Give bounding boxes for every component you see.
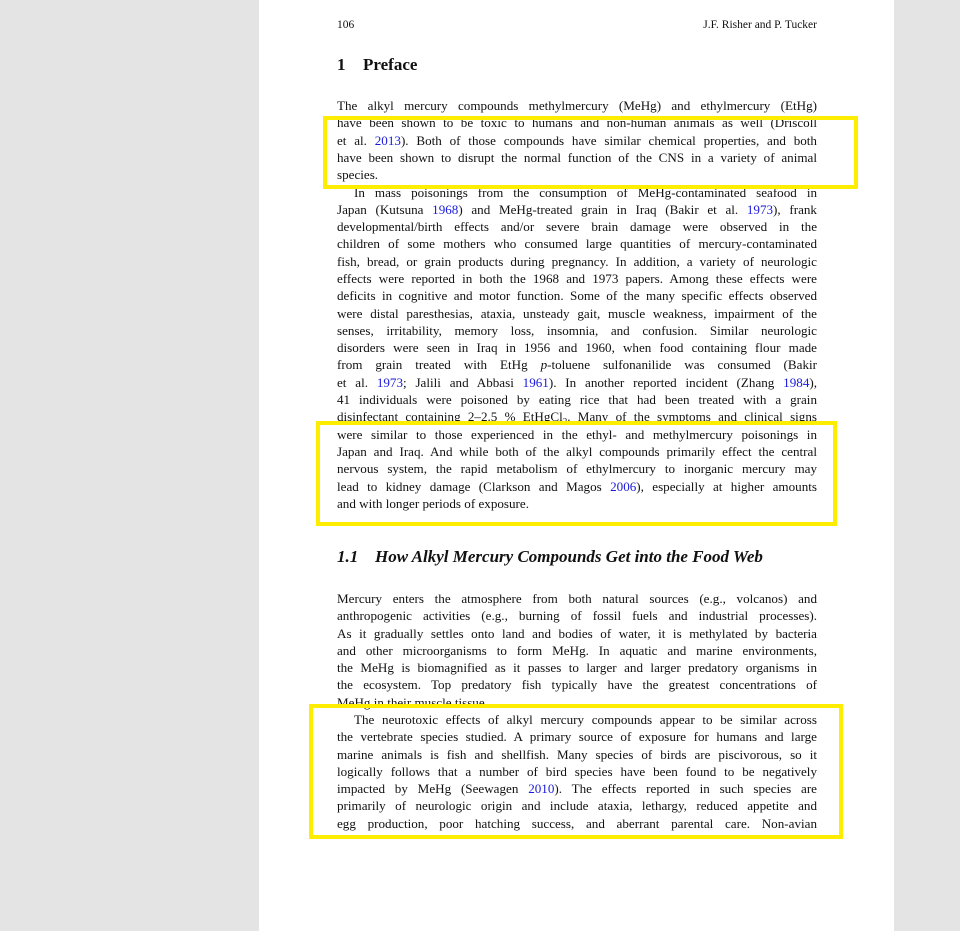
text-segment: . Many of the symptoms and clinical signs [567,409,817,425]
text-line [337,408,817,425]
text-line: The alkyl mercury compounds methylmercury (MeHg) and ethylmercury (EtHg) [337,98,817,113]
text-line: primarily of neurologic origin and include ataxia, lethargy, reduced appetite and [337,798,817,814]
text-line: Mercury enters the atmosphere from both natural sources (e.g., volcanos) and [337,591,817,606]
text-line: egg production, poor hatching success, and aberrant parental care. Non-avian [337,815,817,831]
text-line: As it gradually settles onto land and bodies of water, it is methylated by bacteria [337,625,817,641]
text-line: the ecosystem. Top predatory fish typically have the greatest concentrations of [337,677,817,693]
text-line: marine animals is fish and shellfish. Many species of birds are piscivorous, so it [337,746,817,762]
subsection-title: How Alkyl Mercury Compounds Get into the Food Web [375,547,763,566]
text-line: nervous system, the rapid metabolism of ethylmercury to inorganic mercury may [337,461,817,477]
citation-link[interactable]: 2010 [528,781,555,797]
text-line: effects were reported in both the 1968 and 1973 papers. Among these effects were [337,270,817,286]
text-line: fish, bread, or grain products during pregnancy. In addition, a variety of neurologic [337,253,817,269]
text-line: logically follows that a number of bird species have been found to be negatively [337,763,817,779]
citation-link[interactable]: 1961 [522,374,549,390]
text-line: and with longer periods of exposure. [337,495,529,511]
section-title: Preface [363,55,418,74]
text-segment: et al. [337,374,377,390]
text-line: disorders were seen in Iraq in 1956 and 1960, when food containing flour made [337,340,817,356]
subsection-number: 1.1 [337,547,359,566]
text-line: deficits in cognitive and motor function. Some of the many specific effects observed [337,288,817,304]
text-segment: ). The effects reported in such species are [554,781,817,797]
text-line [337,478,817,495]
section-heading-preface [337,55,417,75]
text-line: Japan and Iraq. And while both of the alkyl compounds primarily effect the central [337,443,817,459]
text-line [337,201,817,218]
text-line [337,356,817,373]
text-segment: impacted by MeHg (Seewagen [337,781,529,797]
citation-link[interactable]: 1984 [783,374,810,390]
text-line [337,780,817,797]
citation-link[interactable]: 2006 [610,478,637,494]
text-segment: ), especially at higher amounts [636,478,817,494]
text-line: have been shown to be toxic to humans and non-human animals as well (Driscoll [337,115,817,131]
text-line: In mass poisonings from the consumption of MeHg-contaminated seafood in [354,184,817,200]
citation-link[interactable]: 1968 [432,201,459,217]
text-line: anthropogenic activities (e.g., burning of fossil fuels and industrial processes). [337,608,817,624]
running-header [337,18,817,32]
text-segment: ). Both of those compounds have similar chemical properties, and both [400,132,817,148]
text-segment: ), [809,374,817,390]
text-line: The neurotoxic effects of alkyl mercury compounds appear to be similar across [354,712,817,727]
text-segment: ) and MeHg-treated grain in Iraq (Bakir et al. [458,201,747,217]
citation-link[interactable]: 1973 [746,201,774,217]
text-line [337,132,817,149]
text-segment: ; Jalili and Abbasi [403,374,523,390]
text-line: children of some mothers who consumed large quantities of mercury-contaminated [337,236,817,252]
subscript-text: 2 [562,416,568,426]
paragraph-mercury-atmosphere [337,590,817,711]
text-line: senses, irritability, memory loss, insomnia, and confusion. Similar neurologic [337,322,817,338]
text-segment: et al. [337,132,375,148]
text-segment: Japan (Kutsuna [337,201,433,217]
text-line: species. [337,167,379,183]
text-line: developmental/birth effects and/or severe brain damage were observed in the [337,219,817,235]
text-segment: ), frank [773,201,817,217]
text-line: the vertebrate species studied. A primary source of exposure for humans and large [337,729,817,745]
text-segment: from grain treated with EtHg [337,357,541,373]
text-line: the MeHg is biomagnified as it passes to larger and larger predatory organisms in [337,660,817,676]
text-line: MeHg in their muscle tissue. [337,694,488,710]
text-segment: disinfectant containing 2–2.5 % EtHgCl [337,409,563,425]
text-line: and other microorganisms to form MeHg. In aquatic and marine environments, [337,642,817,658]
italic-text: p [540,357,548,373]
paragraph-intro [337,97,817,183]
page-number: 106 [337,19,355,31]
subsection-heading-food-web [337,547,763,567]
text-line: were distal paresthesias, ataxia, unsteady gait, muscle weakness, impairment of the [337,305,817,321]
running-authors: J.F. Risher and P. Tucker [703,19,817,31]
text-segment: -toluene sulfonanilide was consumed (Bakir [547,357,817,373]
paragraph-neurotoxic-effects [337,711,817,832]
text-segment: lead to kidney damage (Clarkson and Magos [337,478,611,494]
section-number: 1 [337,55,346,74]
citation-link[interactable]: 1973 [376,374,403,390]
text-line: 41 individuals were poisoned by eating rice that had been treated with a grain [337,392,817,408]
text-line: have been shown to disrupt the normal function of the CNS in a variety of animal [337,149,817,165]
text-line: were similar to those experienced in the ethyl- and methylmercury poisonings in [337,426,817,442]
text-segment: ). In another reported incident (Zhang [548,374,784,390]
citation-link[interactable]: 2013 [374,132,401,148]
paragraph-mass-poisonings [337,184,817,513]
text-line [337,374,817,391]
